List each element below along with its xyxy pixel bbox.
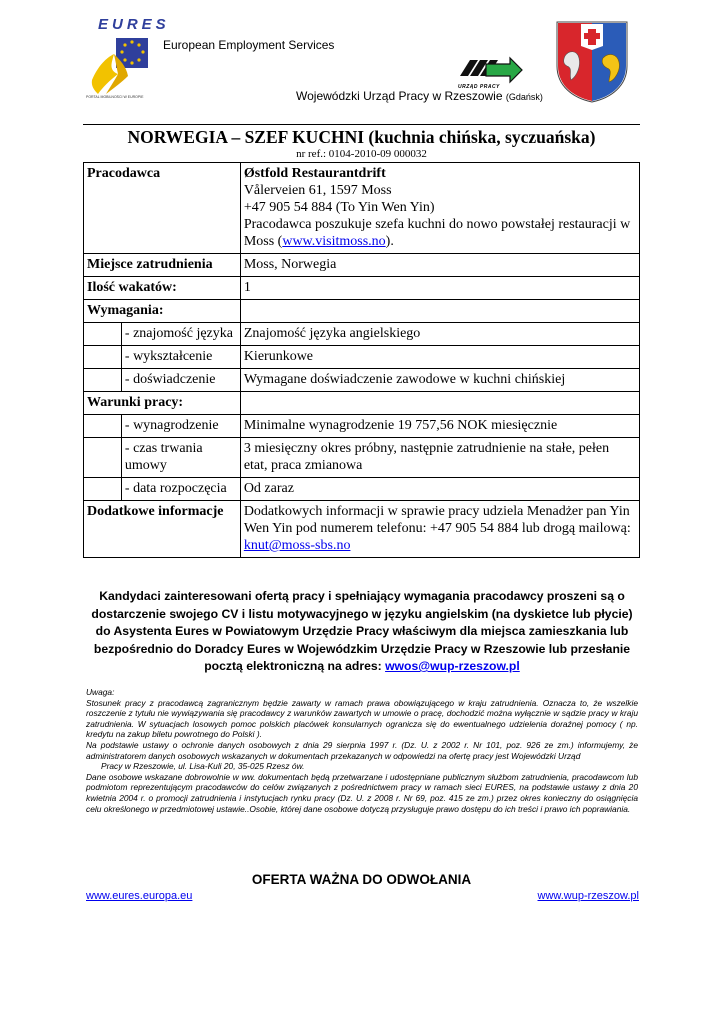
- condition-value: Minimalne wynagrodzenie 19 757,56 NOK miesięcznie: [240, 415, 639, 438]
- notes-paragraph-2-address: Pracy w Rzeszowie, ul. Lisa-Kuli 20, 35-025 Rzesz ów.: [101, 761, 305, 772]
- extra-info-value: [240, 501, 639, 558]
- notes-paragraph-2: Na podstawie ustawy o ochronie danych osobowych z dnia 29 sierpnia 1997 r. (Dz. U. z 2002 r. Nr 101, poz. 926 ze zm.) informujemy, że administratorem danych osobowych wskazanych w dokumentach przekazanych w odpowiedzi na ofertę pracy jest Wojewódzki Urząd: [86, 739, 638, 761]
- wup-website-link[interactable]: www.wup-rzeszow.pl: [537, 890, 639, 902]
- employer-description-end: ).: [385, 234, 394, 249]
- application-email-link[interactable]: wwos@wup-rzeszow.pl: [385, 659, 520, 673]
- vacancies-label: Ilość wakatów:: [84, 277, 241, 300]
- office-name-text: Wojewódzki Urząd Pracy w Rzeszowie: [296, 89, 503, 103]
- office-name: [296, 89, 543, 103]
- requirement-label: - znajomość języka: [121, 323, 240, 346]
- offer-validity: OFERTA WAŻNA DO ODWOŁANIA: [251, 872, 472, 887]
- employer-description: [244, 216, 636, 250]
- conditions-empty: [240, 392, 639, 415]
- condition-label: - czas trwania umowy: [121, 438, 240, 478]
- indent-cell: [84, 369, 122, 392]
- row-condition-duration: [84, 438, 640, 478]
- extra-info-label: Dodatkowe informacje: [84, 501, 241, 558]
- employer-address: Vålerveien 61, 1597 Moss: [243, 183, 392, 198]
- indent-cell: [84, 323, 122, 346]
- requirements-label: Wymagania:: [84, 300, 241, 323]
- employer-value: [240, 163, 639, 254]
- office-logo-label: URZĄD PRACY: [458, 84, 500, 90]
- condition-value: 3 miesięczny okres próbny, następnie zatrudnienie na stałe, pełen etat, praca zmianowa: [240, 438, 639, 478]
- requirement-value: Wymagane doświadczenie zawodowe w kuchni chińskiej: [240, 369, 639, 392]
- eures-service-name: European Employment Services: [163, 38, 335, 52]
- legal-notes: [86, 687, 638, 814]
- place-value: Moss, Norwegia: [240, 254, 639, 277]
- eures-hand-stars-icon: [88, 36, 150, 98]
- condition-label: - wynagrodzenie: [121, 415, 240, 438]
- eures-website-link[interactable]: www.eures.europa.eu: [86, 890, 193, 902]
- contact-email-link[interactable]: knut@moss-sbs.no: [243, 538, 351, 553]
- requirements-empty: [240, 300, 639, 323]
- condition-value: Od zaraz: [240, 478, 639, 501]
- conditions-label: Warunki pracy:: [84, 392, 241, 415]
- employer-phone: +47 905 54 884 (To Yin Wen Yin): [243, 200, 435, 215]
- indent-cell: [84, 415, 122, 438]
- row-condition-salary: [84, 415, 640, 438]
- application-instructions: [88, 588, 636, 676]
- offer-table: [83, 162, 640, 558]
- employer-website-link[interactable]: www.visitmoss.no: [282, 234, 386, 249]
- row-employer: [84, 163, 640, 254]
- row-requirements-header: [84, 300, 640, 323]
- row-requirement-language: [84, 323, 640, 346]
- row-condition-start: [84, 478, 640, 501]
- indent-cell: [84, 438, 122, 478]
- notes-heading: Uwaga:: [86, 687, 115, 697]
- office-city: (Gdańsk): [505, 92, 543, 102]
- offer-title: NORWEGIA – SZEF KUCHNI (kuchnia chińska, syczuańska): [127, 127, 596, 147]
- eures-tagline: PORTAL MOBILNOŚCI W EUROPIE: [86, 95, 144, 99]
- application-text: Kandydaci zainteresowani ofertą pracy i spełniający wymagania pracodawcy proszeni są o dostarczenie swojego CV i listu motywacyjnego w języku angielskim (na dyskietce lub płycie) do Asystenta Eures w Powiatowym Urzędzie Pracy właściwym dla miejsca zamieszkania lub bezpośrednio do Doradcy Eures w Wojewódzkim Urzędzie Pracy w Rzeszowie lub przesłanie pocztą elektroniczną na adres:: [91, 589, 633, 673]
- header-divider: [83, 124, 640, 125]
- vacancies-value: 1: [240, 277, 639, 300]
- requirement-label: - doświadczenie: [121, 369, 240, 392]
- employer-label: Pracodawca: [84, 163, 241, 254]
- row-vacancies: [84, 277, 640, 300]
- place-label: Miejsce zatrudnienia: [84, 254, 241, 277]
- notes-paragraph-1: Stosunek pracy z pracodawcą zagranicznym będzie zawarty w ramach prawa obowiązującego w kraju zatrudnienia. Oznacza to, że wszelkie roszczenie z tytułu nie wywiązywania się pracodawcy z warunków zawartych w umowie o pracę, dochodzić można wyłącznie w sądzie pracy w kraju zatrudnienia. W sytuacjach losowych pomoc polskich placówek konsularnych ogranicza się do ewentualnego udzielenia doraźnej pomocy ( np. kredytu na zakup biletu powrotnego do Polski ).: [86, 697, 638, 740]
- condition-label: - data rozpoczęcia: [121, 478, 240, 501]
- row-conditions-header: [84, 392, 640, 415]
- row-extra-info: [84, 501, 640, 558]
- row-requirement-education: [84, 346, 640, 369]
- coat-of-arms-icon: [555, 20, 629, 104]
- requirement-value: Znajomość języka angielskiego: [240, 323, 639, 346]
- employer-name: Østfold Restaurantdrift: [243, 166, 386, 181]
- employer-description-text: Pracodawca poszukuje szefa kuchni do nowo powstałej restauracji w Moss (: [243, 217, 631, 249]
- extra-info-text: Dodatkowych informacji w sprawie pracy udziela Menadżer pan Yin Wen Yin pod numerem telefonu: +47 905 54 884 lub drogą mailową:: [243, 504, 631, 536]
- notes-paragraph-3: Dane osobowe wskazane dobrowolnie w ww. dokumentach będą przetwarzane i udostępniane publicznym służbom zatrudnienia, pracodawcom lub podmiotom reprezentującym pracodawców do celów związanych z pośrednictwem pracy w ramach sieci EURES, na podstawie ustawy z dnia 20 kwietnia 2004 r. o promocji zatrudnienia i instytucjach rynku pracy (Dz. U. z 2008 r. Nr 69, poz. 415 ze zm.) przez okres konieczny do osiągnięcia celu określonego w przedmiotowej ustawie..Osobie, której dane osobowe dotyczą przysługuje prawo dostępu do ich treści i prawo ich poprawiania.: [86, 771, 638, 814]
- indent-cell: [84, 346, 122, 369]
- indent-cell: [84, 478, 122, 501]
- offer-ref-number: nr ref.: 0104-2010-09 000032: [296, 148, 427, 160]
- requirement-value: Kierunkowe: [240, 346, 639, 369]
- requirement-label: - wykształcenie: [121, 346, 240, 369]
- eures-wordmark: EURES: [98, 16, 170, 33]
- row-place: [84, 254, 640, 277]
- row-requirement-experience: [84, 369, 640, 392]
